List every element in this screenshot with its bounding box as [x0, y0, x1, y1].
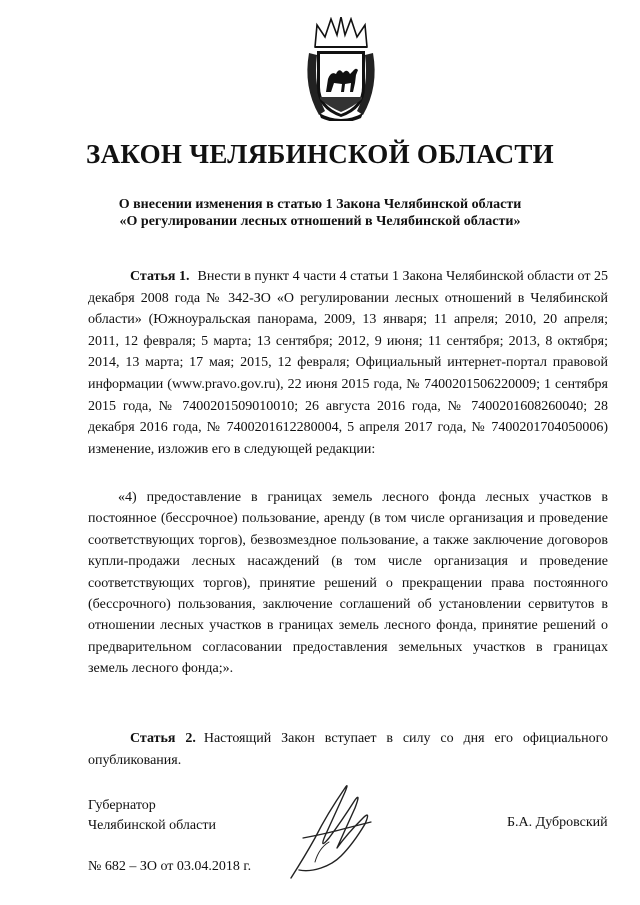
law-subtitle-line-2: «О регулировании лесных отношений в Челябинской области» [119, 214, 521, 229]
handwritten-signature [285, 778, 380, 883]
governor-title-line-1: Губернатор [88, 798, 156, 813]
coat-of-arms-emblem [301, 17, 381, 121]
law-subtitle-line-1: О внесении изменения в статью 1 Закона Челябинской области [118, 197, 522, 212]
governor-title [88, 796, 216, 836]
article-1-label: Статья 1. [130, 269, 190, 284]
article-1-text: Внести в пункт 4 части 4 статьи 1 Закона Челябинской области от 25 декабря 2008 года № 342-ЗО «О регулировании лесных отношений в Челябинской области» (Южноуральская панорама, 2009, 13 января; 11 апреля; 2010, 20 апреля; 2011, 12 февраля; 5 марта; 13 сентября; 2012, 9 июня; 11 сентября; 2013, 8 октября; 2014, 13 марта; 17 мая; 2015, 12 февраля; Официальный интернет-портал правовой информации (www.pravo.gov.ru), 22 июня 2015 года, № 7400201506220009; 1 сентября 2015 года, № 7400201509010010; 26 августа 2016 года, № 7400201608260040; 28 декабря 2016 года, № 7400201612280004, 5 апреля 2017 года, № 7400201704050006) изменение, изложив его в следующей редакции: [88, 269, 609, 457]
article-2-paragraph [88, 728, 608, 772]
article-2-text: Настоящий Закон вступает в силу со дня его официального опубликования. [88, 731, 609, 768]
governor-name: Б.А. Дубровский [507, 815, 608, 830]
governor-title-line-2: Челябинской области [88, 818, 216, 833]
article-1-paragraph [88, 266, 608, 460]
document-number-and-date: № 682 – ЗО от 03.04.2018 г. [88, 859, 252, 874]
article-2-label: Статья 2. [130, 731, 196, 746]
article-1-quoted-amendment: «4) предоставление в границах земель лесного фонда лесных участков в постоянное (бессрочное) пользование, аренду (в том числе организация и проведение соответствующих торгов), безвозмездное пользование, а также заключение договоров купли-продажи лесных насаждений (в том числе организация и проведение соответствующих торгов), принятие решений о прекращении права постоянного (бессрочного) пользования, заключение соглашений об установлении сервитутов в отношении лесных участков в границах земель лесного фонда, принятие решений о предварительном согласовании предоставления земельных участков в границах земель лесного фонда;». [88, 490, 608, 677]
law-title: ЗАКОН ЧЕЛЯБИНСКОЙ ОБЛАСТИ [86, 139, 554, 169]
